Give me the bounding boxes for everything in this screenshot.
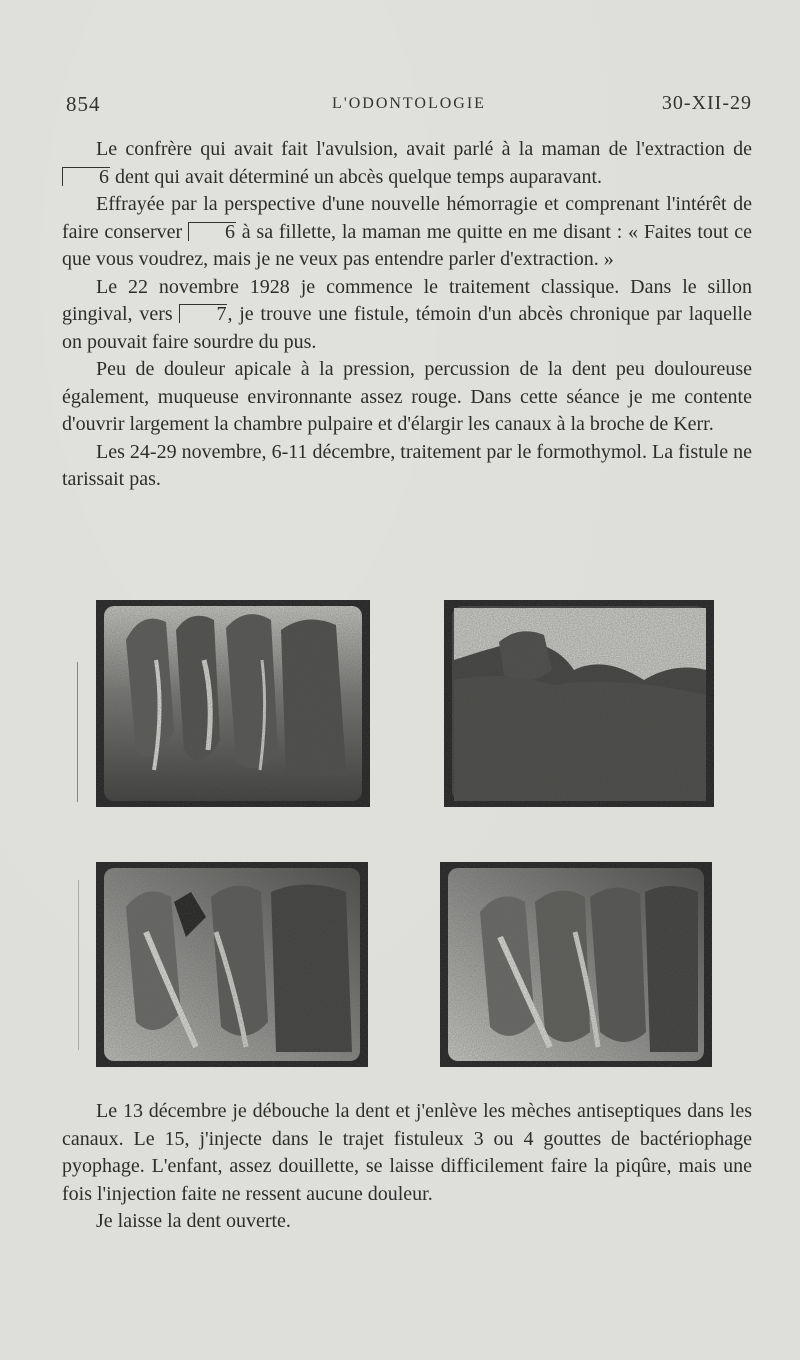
margin-mark — [77, 662, 78, 802]
radiograph-1 — [96, 600, 370, 807]
radiograph-4 — [440, 862, 712, 1067]
body-text-top — [62, 136, 752, 494]
radiograph-3 — [96, 862, 368, 1067]
body-text-bottom — [62, 1098, 752, 1236]
margin-mark — [78, 880, 79, 1050]
issue-date: 30-XII-29 — [661, 92, 752, 114]
paragraph-text: Le 22 novembre 1928 je commence le traitement classique. Dans le sillon gingival, vers — [62, 275, 752, 325]
paragraph: Peu de douleur apicale à la pression, percussion de la dent peu douloureuse également, muqueuse environnante assez rouge. Dans cette séance je me contente d'ouvrir largement la chambre pulpaire et d'élargir les canaux à la broche de Kerr. — [62, 358, 752, 435]
paragraph-text: Effrayée par la perspective d'une nouvelle hémorragie et comprenant l'intérêt de faire conserver — [62, 193, 752, 243]
paragraph — [62, 136, 752, 191]
page-number: 854 — [66, 92, 101, 116]
tooth-notation: 7 — [179, 304, 227, 323]
paragraph-text: à sa fillette, la maman me quitte en me disant : « Faites tout ce que vous voudrez, mais je ne veux pas entendre parler d'extraction. » — [62, 220, 753, 270]
paragraph-text: dent qui avait déterminé un abcès quelque temps auparavant. — [115, 165, 603, 188]
running-title: L'ODONTOLOGIE — [332, 95, 486, 112]
tooth-notation: 6 — [62, 167, 110, 186]
paragraph: Les 24-29 novembre, 6-11 décembre, traitement par le formothymol. La fistule ne tarissait pas. — [62, 440, 752, 490]
paragraph-text: , je trouve une fistule, témoin d'un abcès chronique par laquelle on pouvait faire sourdre du pus. — [62, 303, 752, 353]
paragraph — [62, 191, 752, 274]
tooth-notation: 6 — [188, 222, 236, 241]
paragraph — [62, 274, 752, 357]
page-header — [66, 92, 752, 120]
paragraph: Le 13 décembre je débouche la dent et j'enlève les mèches antiseptiques dans les canaux. Le 15, j'injecte dans le trajet fistuleux 3 ou 4 gouttes de bactériophage pyophage. L'enfant, assez douillette, se laisse difficilement faire la piqûre, mais une fois l'injection faite ne ressent aucune douleur. — [62, 1100, 752, 1205]
radiograph-2 — [444, 600, 714, 807]
paragraph-text: Le confrère qui avait fait l'avulsion, avait parlé à la maman de l'extraction de — [96, 138, 752, 160]
paragraph: Je laisse la dent ouverte. — [96, 1210, 291, 1232]
